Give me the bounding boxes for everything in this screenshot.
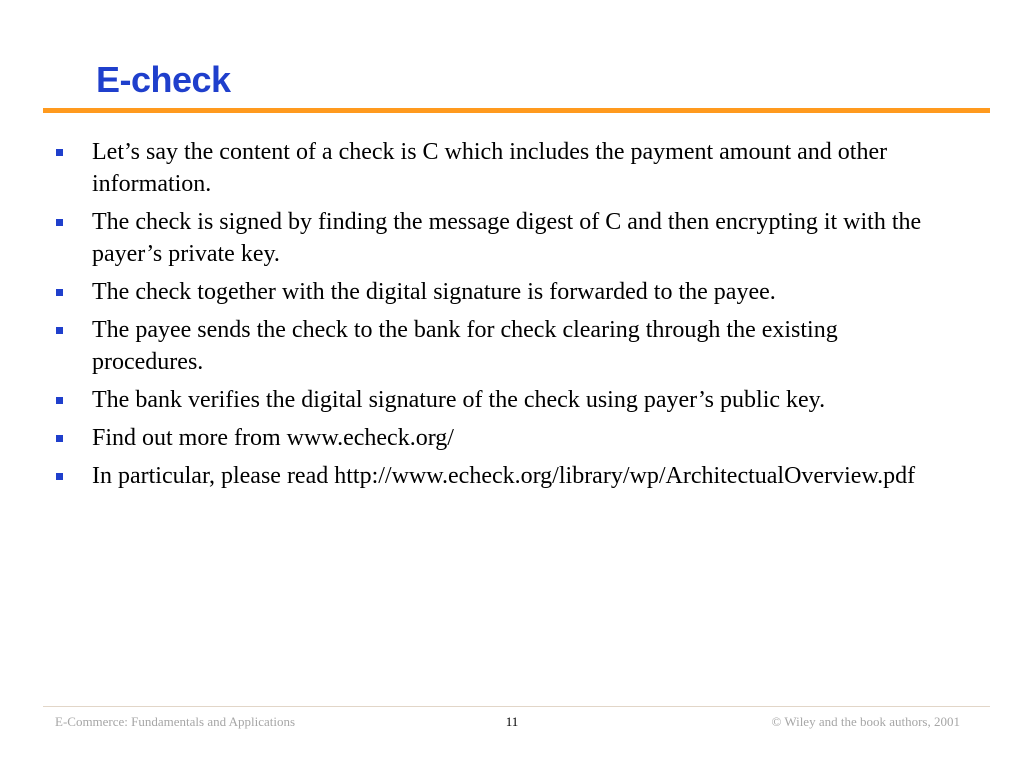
bullet-item — [54, 314, 954, 378]
footer-course-title: E-Commerce: Fundamentals and Applications — [55, 714, 296, 729]
bullet-list — [54, 136, 954, 498]
bullet-item — [54, 276, 954, 308]
bullet-text: In particular, please read http://www.echeck.org/library/wp/ArchitectualOverview.pdf — [92, 463, 916, 489]
bullet-item — [54, 206, 954, 270]
bullet-text: Find out more from www.echeck.org/ — [92, 425, 454, 451]
square-bullet-icon — [56, 435, 63, 442]
bullet-item — [54, 460, 954, 492]
bullet-text: The payee sends the check to the bank for check clearing through the existing procedures. — [92, 317, 838, 375]
bullet-item — [54, 136, 954, 200]
page-number: 11 — [505, 714, 519, 729]
square-bullet-icon — [56, 289, 63, 296]
bullet-item — [54, 422, 954, 454]
square-bullet-icon — [56, 473, 63, 480]
bullet-item — [54, 384, 954, 416]
slide-title: E-check — [96, 59, 231, 100]
footer-divider — [43, 706, 990, 707]
square-bullet-icon — [56, 397, 63, 404]
bullet-text: The check together with the digital signature is forwarded to the payee. — [92, 279, 776, 305]
bullet-text: Let’s say the content of a check is C which includes the payment amount and other information. — [92, 139, 888, 197]
bullet-text: The bank verifies the digital signature of the check using payer’s public key. — [92, 387, 826, 413]
square-bullet-icon — [56, 327, 63, 334]
footer-copyright: © Wiley and the book authors, 2001 — [771, 714, 960, 729]
square-bullet-icon — [56, 149, 63, 156]
bullet-text: The check is signed by finding the message digest of C and then encrypting it with the payer’s private key. — [92, 209, 922, 267]
title-divider — [43, 108, 990, 113]
square-bullet-icon — [56, 219, 63, 226]
